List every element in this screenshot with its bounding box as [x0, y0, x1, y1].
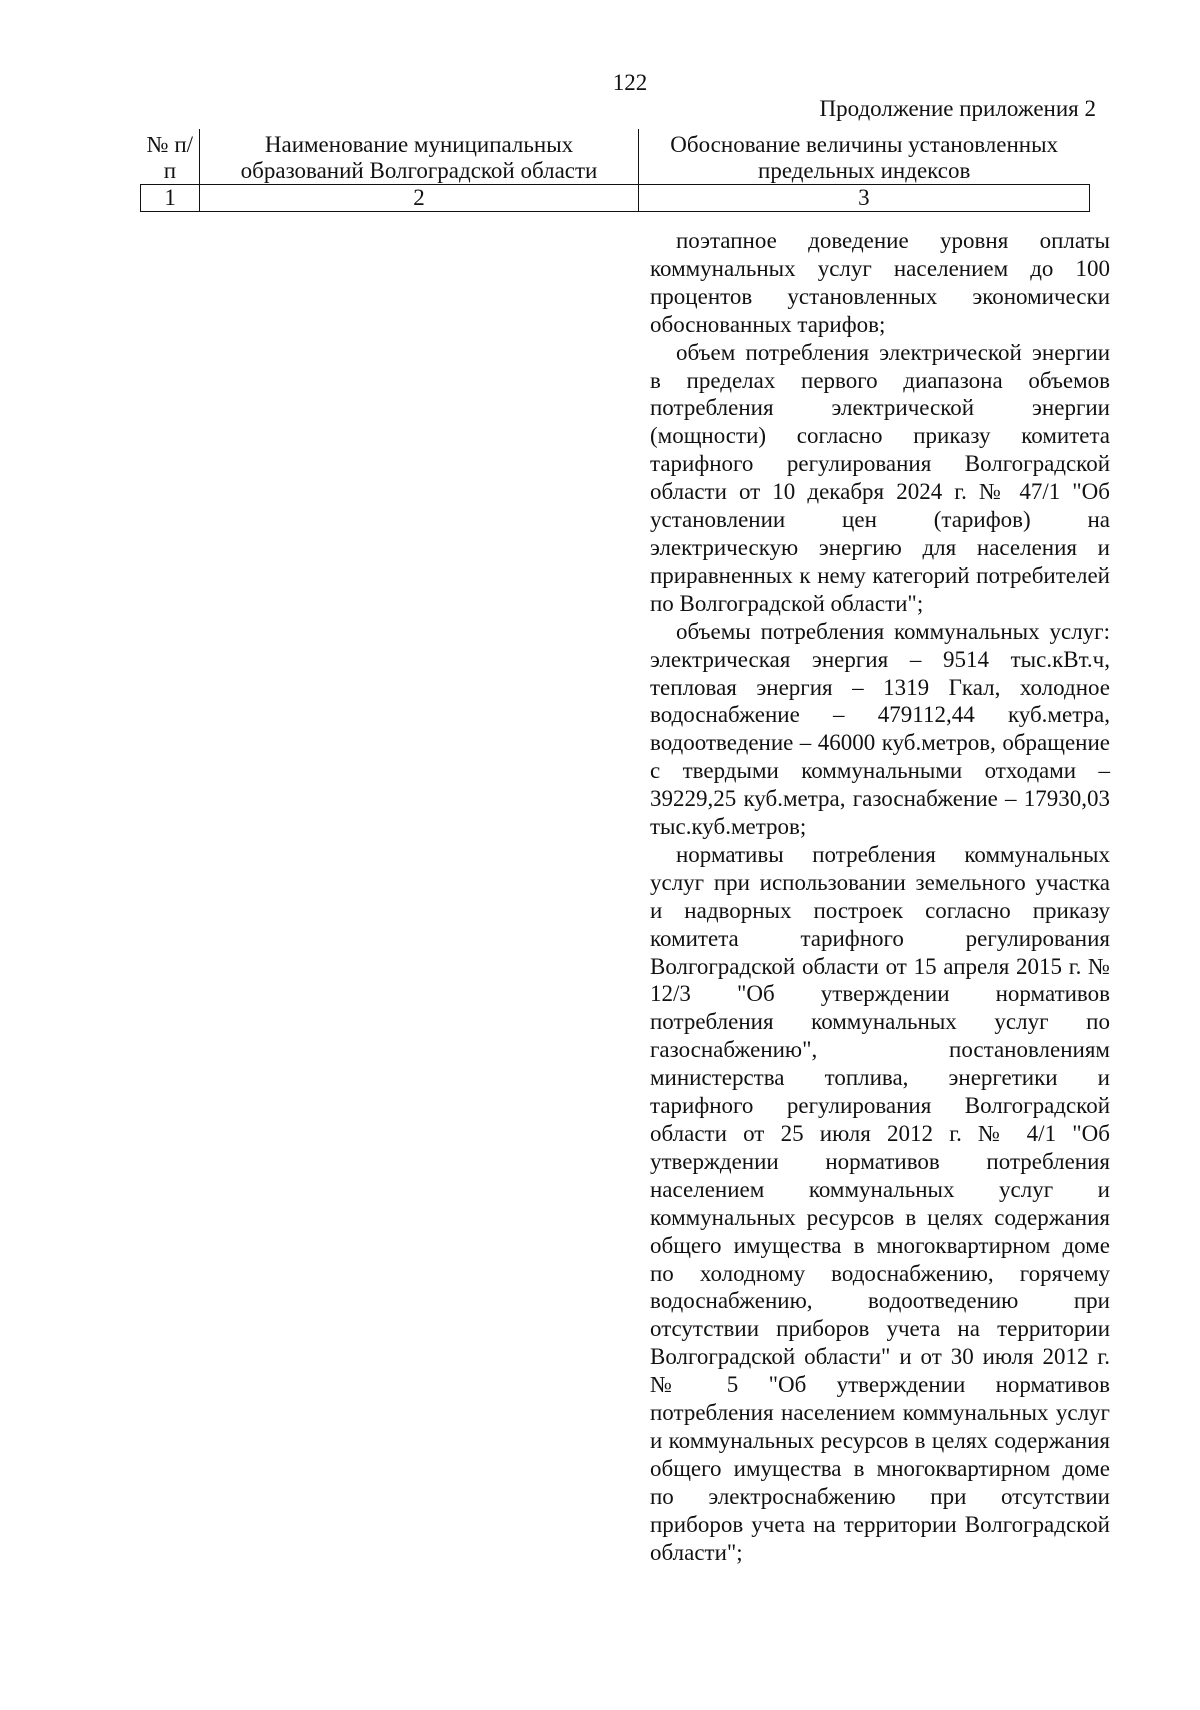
column-number-row — [141, 185, 1090, 212]
header-name: Наименование муниципальных образований Волгоградской области — [200, 129, 639, 185]
column-number-3: 3 — [638, 185, 1089, 212]
page-number: 122 — [612, 70, 648, 95]
paragraph-2: объем потребления электрической энергии в пределах первого диапазона объемов потребления электрической энергии (мощности) согласно приказу комитета тарифного регулирования Волгоградской области от 10 декабря 2024 г. № 47/1 "Об установлении цен (тарифов) на электрическую энергию для населения и приравненных к нему категорий потребителей по Волгоградской области"; — [650, 339, 1110, 616]
header-num: № п/п — [141, 129, 200, 185]
paragraph-1: поэтапное доведение уровня оплаты коммунальных услуг населением до 100 процентов установленных экономически обоснованных тарифов; — [650, 228, 1110, 337]
header-row — [141, 129, 1090, 185]
justification-text — [650, 227, 1110, 1567]
paragraph-4: нормативы потребления коммунальных услуг при использовании земельного участка и надворных построек согласно приказу комитета тарифного регулирования Волгоградской области от 15 апреля 2015 г. № 12/3 "Об утверждении нормативов потребления коммунальных услуг по газоснабжению", постановлениям министерства топлива, энергетики и тарифного регулирования Волгоградской области от 25 июля 2012 г. № 4/1 "Об утверждении нормативов потребления населением коммунальных услуг и коммунальных ресурсов в целях содержания общего имущества в многоквартирном доме по холодному водоснабжению, горячему водоснабжению, водоотведению при отсутствии приборов учета на территории Волгоградской области" и от 30 июля 2012 г. № 5 "Об утверждении нормативов потребления населением коммунальных услуг и коммунальных ресурсов в целях содержания общего имущества в многоквартирном доме по электроснабжению при отсутствии приборов учета на территории Волгоградской области"; — [650, 841, 1110, 1565]
header-table — [140, 129, 1090, 212]
paragraph-3: объемы потребления коммунальных услуг: электрическая энергия – 9514 тыс.кВт.ч, тепловая энергия – 1319 Гкал, холодное водоснабжение – 479112,44 куб.метра, водоотведение – 46000 куб.метров, обращение с твердыми коммунальными отходами – 39229,25 куб.метра, газоснабжение – 17930,03 тыс.куб.метров; — [650, 618, 1110, 840]
column-number-2: 2 — [200, 185, 639, 212]
column-number-1: 1 — [141, 185, 200, 212]
header-justification: Обоснование величины установленных предельных индексов — [638, 129, 1089, 185]
continuation-label: Продолжение приложения 2 — [819, 96, 1096, 121]
